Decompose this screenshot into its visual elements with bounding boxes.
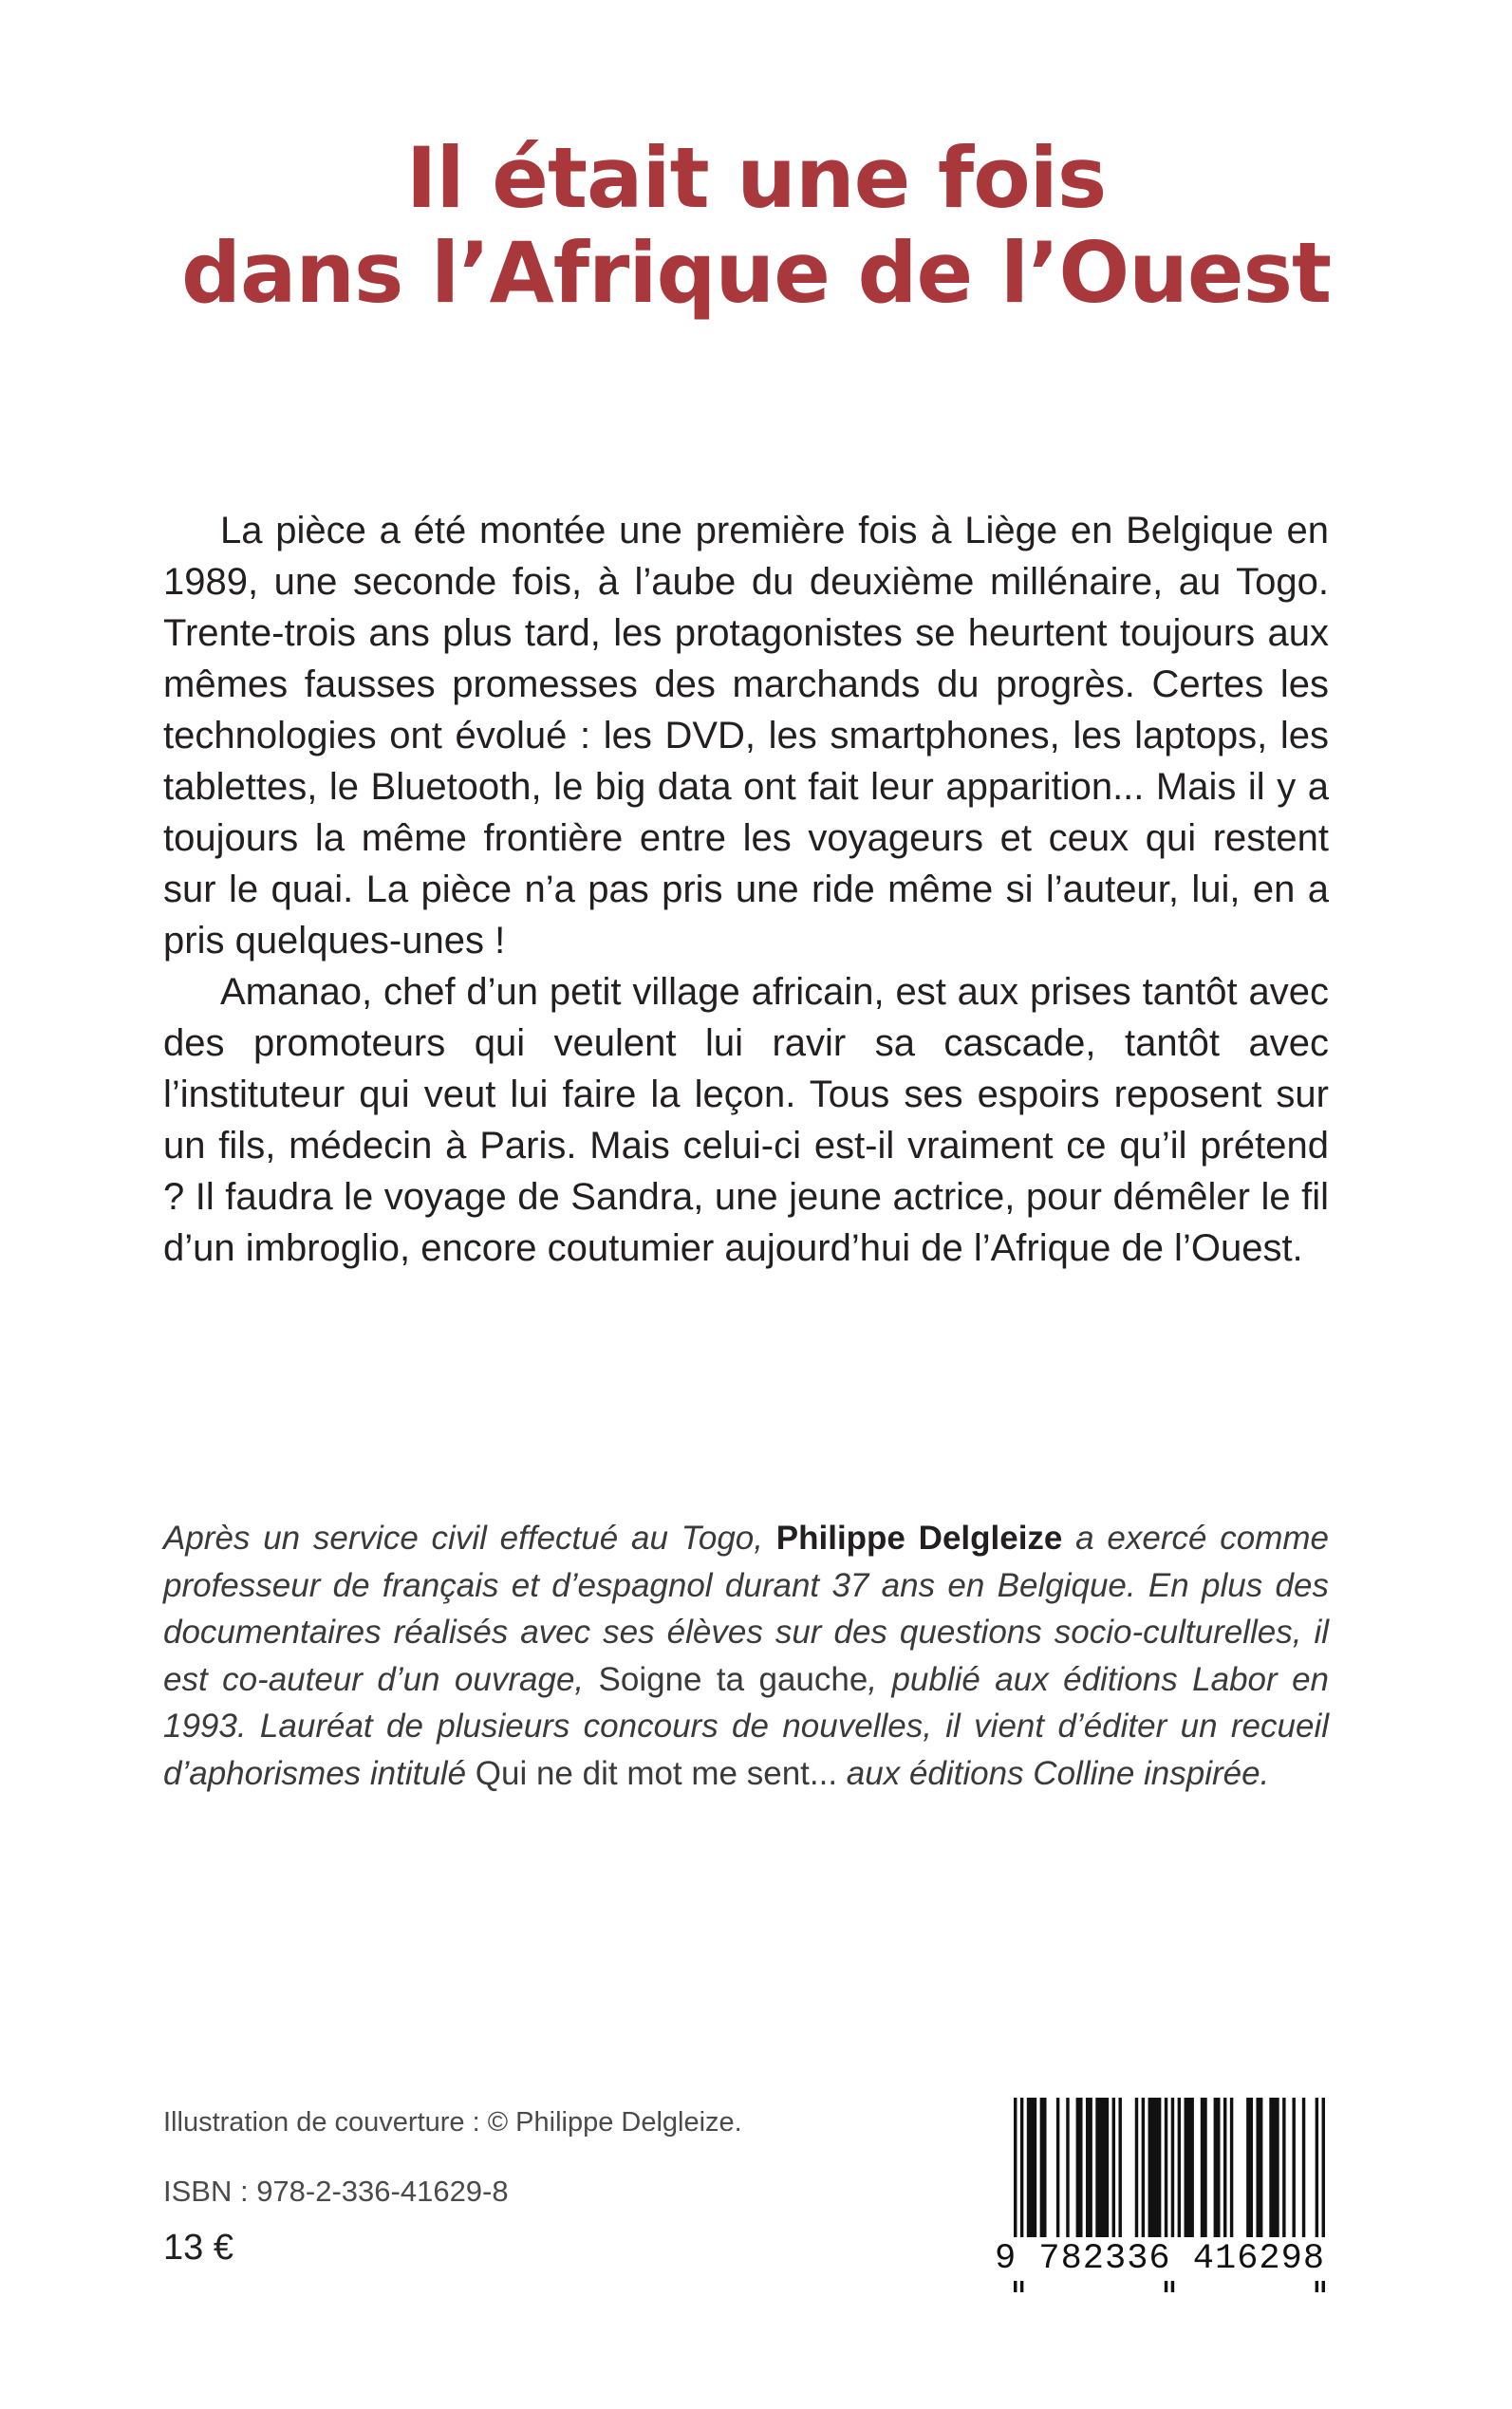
barcode-bar	[1027, 2098, 1036, 2243]
book-title	[0, 131, 1512, 321]
bio-text-4: aux éditions Colline inspirée.	[837, 1754, 1270, 1792]
barcode-bar	[1246, 2098, 1253, 2243]
bio-book-title-2: Qui ne dit mot me sent...	[475, 1754, 838, 1792]
barcode-bar	[1118, 2098, 1121, 2243]
barcode-bar	[1135, 2098, 1138, 2243]
barcode-bar	[1214, 2098, 1221, 2243]
barcode-bar	[1148, 2098, 1162, 2243]
barcode-bar	[1292, 2098, 1295, 2243]
cover-illustration-credit: Illustration de couverture : © Philippe Delgleize.	[163, 2107, 742, 2138]
barcode-bar	[1112, 2098, 1115, 2243]
book-title-line-1: Il était une fois	[405, 129, 1107, 227]
barcode-bar	[1066, 2098, 1069, 2243]
barcode-bar	[1269, 2098, 1279, 2243]
barcode-bar	[1201, 2098, 1207, 2243]
bio-text-2: a exercé comme professeur de français et d’espagnol durant 37 ans en Belgique. En plus des documentaires réalisés avec ses élèves sur des questions socio-culturelles, il est co-auteur d’un ouvrage,	[163, 1520, 1329, 1698]
synopsis-paragraph-2: Amanao, chef d’un petit village africain, est aux prises tantôt avec des promoteurs qui veulent lui ravir sa cascade, tantôt avec l’instituteur qui veut lui faire la leçon. Tous ses espoirs reposent sur un fils, médecin à Paris. Mais celui-ci est-il vraiment ce qu’il prétend ? Il faudra le voyage de Sandra, une jeune actrice, pour démêler le fil d’un imbroglio, encore coutumier aujourd’hui de l’Afrique de l’Ouest.	[163, 971, 1329, 1269]
author-bio	[163, 1515, 1329, 1797]
bio-text-3: , publié aux éditions Labor en 1993. Lauréat de plusieurs concours de nouvelles, il vient d’éditer un recueil d’aphorismes intitulé	[163, 1660, 1329, 1792]
synopsis	[163, 505, 1329, 1274]
book-title-line-2: dans l’Afrique de l’Ouest	[180, 224, 1332, 322]
barcode-digits: 9 782336 416298	[989, 2237, 1331, 2281]
barcode-bar	[1256, 2098, 1262, 2243]
barcode-bar	[1185, 2098, 1194, 2243]
barcode-bar	[1302, 2098, 1305, 2243]
barcode-bar	[1040, 2098, 1047, 2243]
bio-book-title-1: Soigne ta gauche	[598, 1660, 868, 1698]
synopsis-paragraph-1: La pièce a été montée une première fois à Liège en Belgique en 1989, une seconde fois, à l’aube du deuxième millénaire, au Togo. Trente-trois ans plus tard, les protagonistes se heurtent toujours aux mêmes fausses promesses des marchands du progrès. Certes les technologies ont évolué : les DVD, les smartphones, les laptops, les tablettes, le Bluetooth, le big data ont fait leur apparition... Mais il y a toujours la même frontière entre les voyageurs et ceux qui restent sur le quai. La pièce n’a pas pris une ride même si l’auteur, lui, en a pris quelques-unes !	[163, 510, 1329, 962]
barcode-bar	[1076, 2098, 1083, 2243]
barcode-bar	[1086, 2098, 1092, 2243]
barcode-bar	[1095, 2098, 1109, 2243]
author-name: Philippe Delgleize	[775, 1520, 1063, 1557]
barcode-bar	[1056, 2098, 1059, 2243]
price: 13 €	[163, 2228, 233, 2268]
isbn: ISBN : 978-2-336-41629-8	[163, 2175, 509, 2208]
barcode-bar	[1230, 2098, 1233, 2243]
barcode-bar	[1282, 2098, 1285, 2243]
barcode-bar	[1223, 2098, 1226, 2243]
barcode-bar	[1178, 2098, 1181, 2243]
bio-text-1: Après un service civil effectué au Togo,	[163, 1520, 776, 1557]
barcode-bar	[1142, 2098, 1145, 2243]
